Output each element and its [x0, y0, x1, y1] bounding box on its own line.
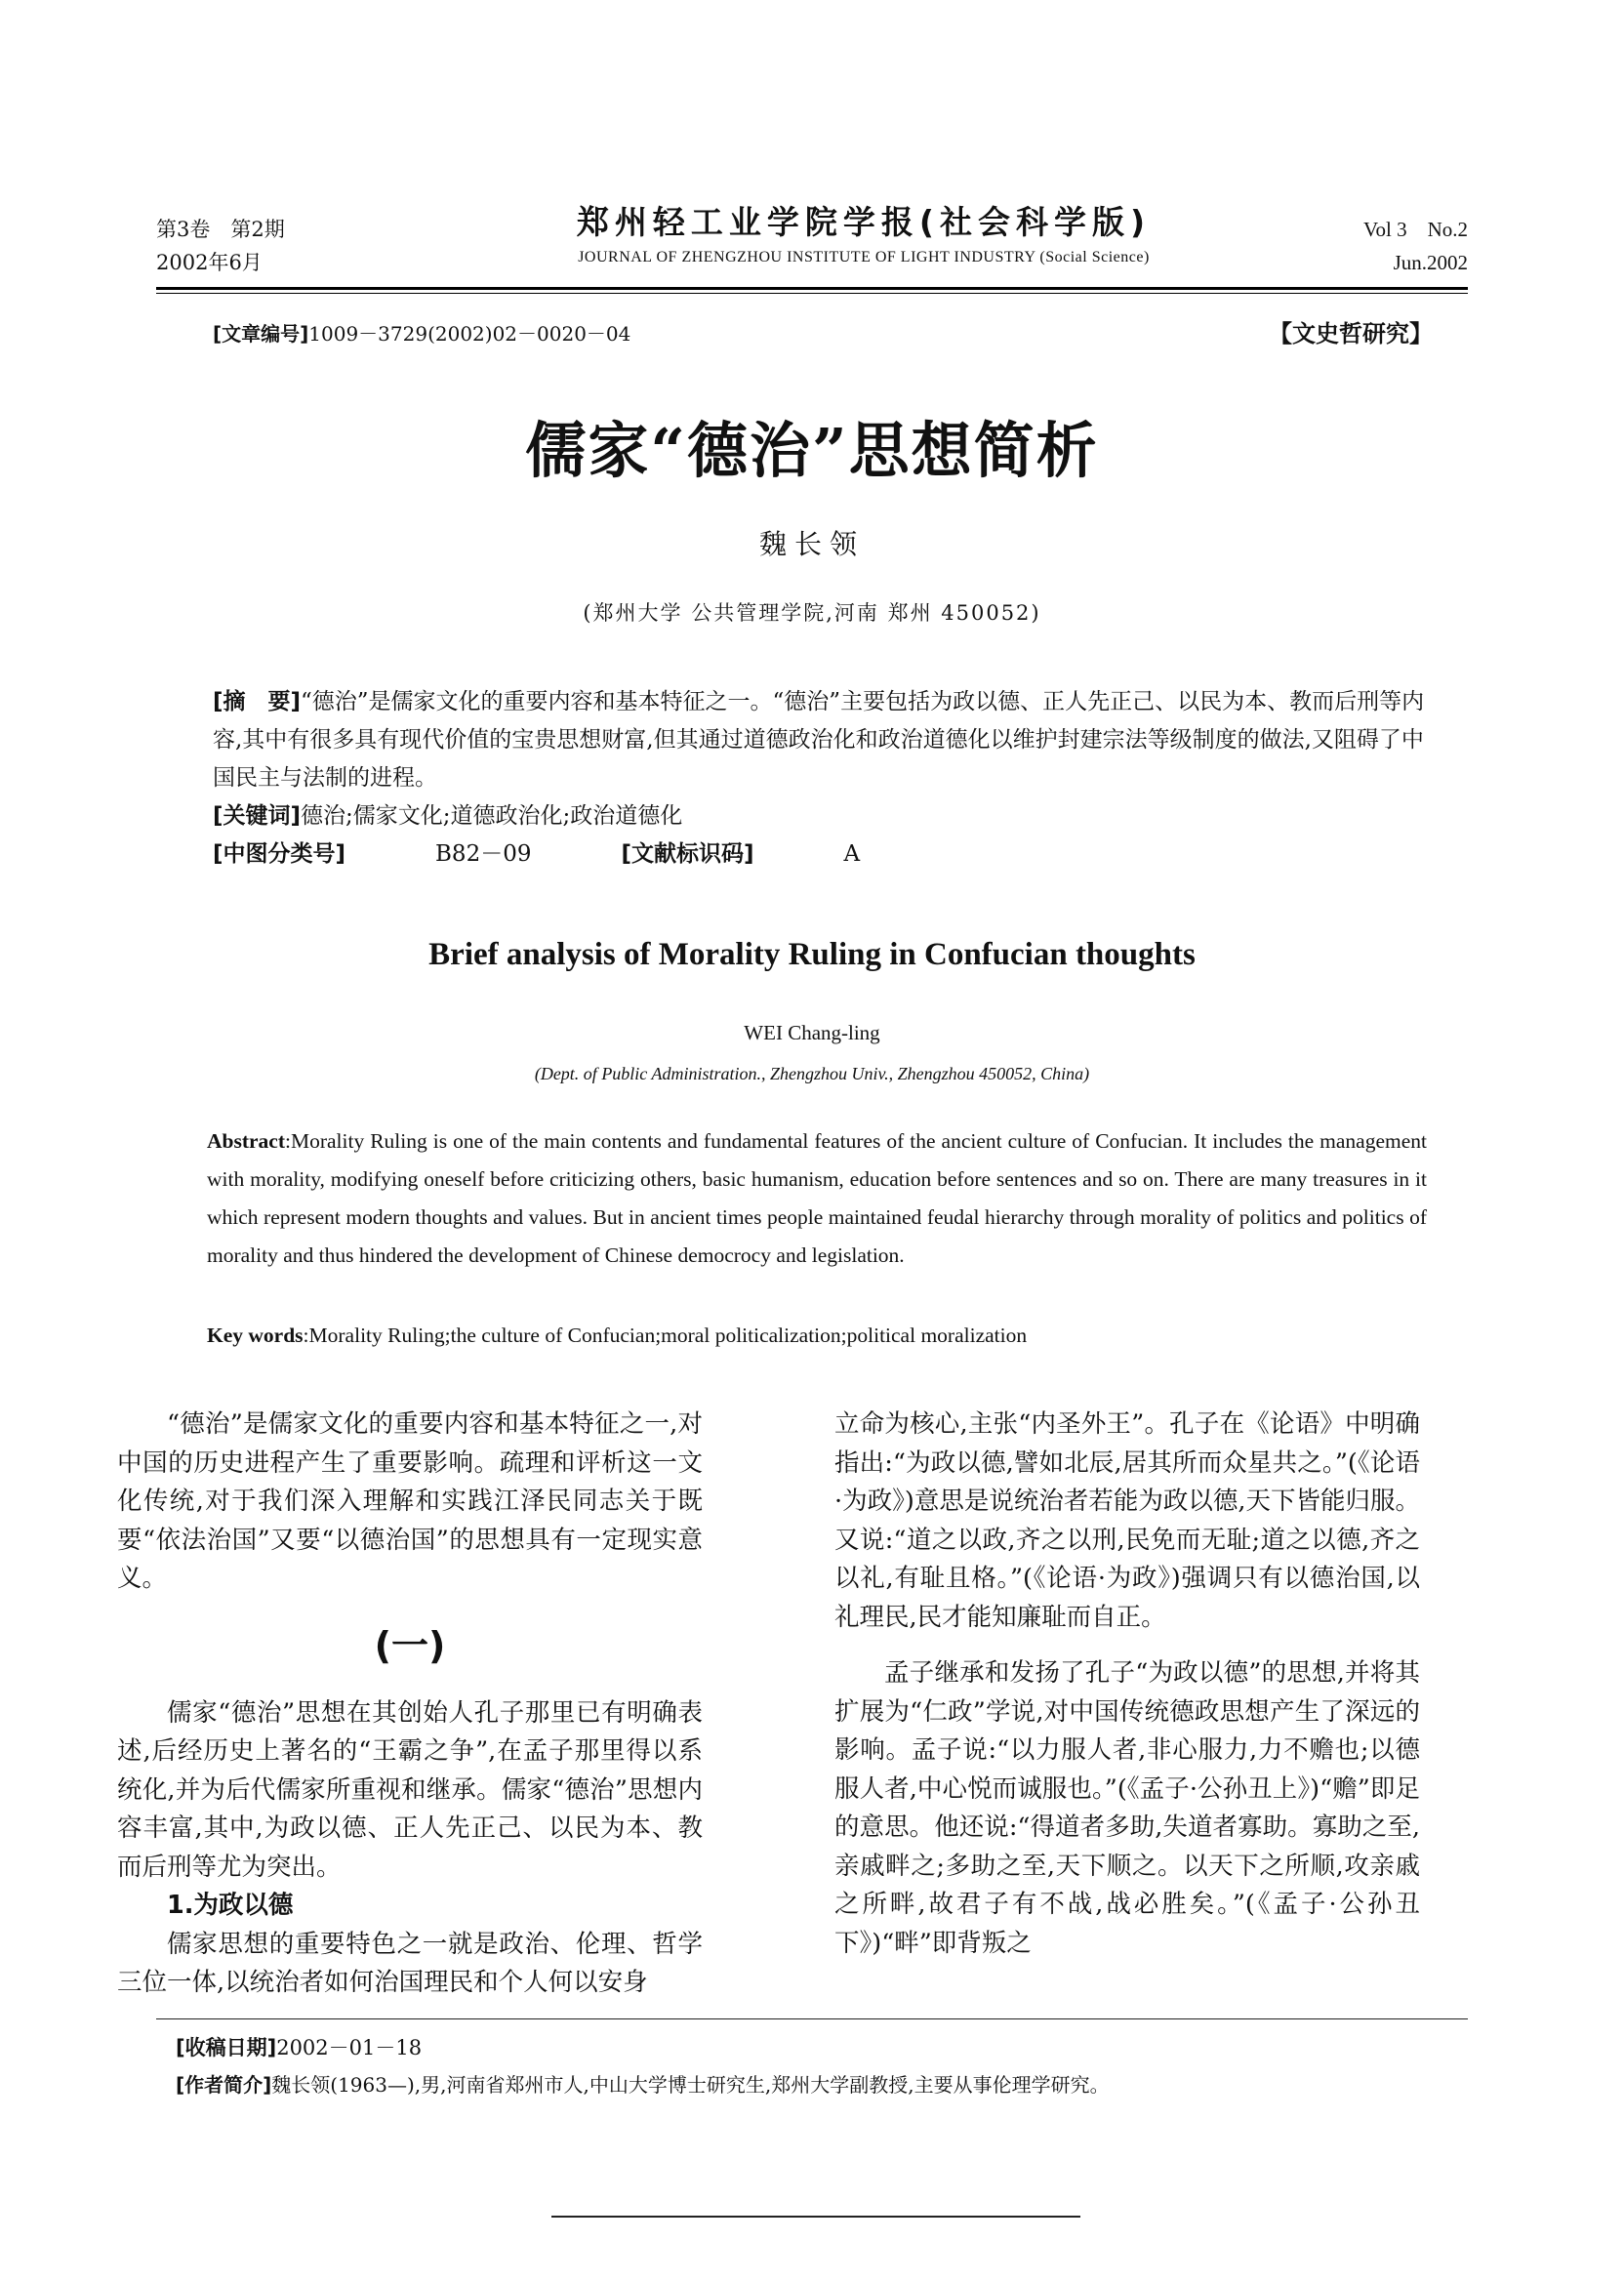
received-date: 2002－01－18	[276, 2036, 423, 2059]
body-paragraph: 孟子继承和发扬了孔子“为政以德”的思想,并将其扩展为“仁政”学说,对中国传统德政思想产生了深远的影响。孟子说:“以力服人者,非心服力,力不赡也;以德服人者,中心悦而诚服也。”(《孟子·公孙丑上》)“赡”即足的意思。他还说:“得道者多助,失道者寡助。寡助之至,亲戚畔之;多助之至,天下顺之。以天下之所顺,攻亲戚之所畔,故君子有不战,战必胜矣。”(《孟子·公孙丑下》)“畔”即背叛之	[834, 1658, 1420, 1958]
subsection-heading: 1.为政以德	[167, 1891, 294, 1920]
article-title: 儒家“德治”思想简析	[525, 415, 1099, 486]
issue-info	[156, 213, 285, 279]
keywords-cn-text: 德治;儒家文化;道德政治化;政治道德化	[301, 803, 683, 829]
header-rule-thick	[156, 287, 1468, 290]
body-paragraph: “德治”是儒家文化的重要内容和基本特征之一,对中国的历史进程产生了重要影响。疏理和评析这一文化传统,对于我们深入理解和实践江泽民同志关于既要“依法治国”又要“以德治国”的思想具有一定现实意义。	[117, 1409, 703, 1593]
clc-value: B82－09	[435, 841, 532, 867]
footnote-author-bio	[176, 2069, 1110, 2098]
author-bio-text: 魏长领(1963—),男,河南省郑州市人,中山大学博士研究生,郑州大学副教授,主要从事伦理学研究。	[271, 2073, 1110, 2097]
volume-issue-en: Vol 3 No.2	[1363, 218, 1468, 241]
abstract-cn	[213, 683, 1433, 874]
classification-line	[213, 835, 1433, 874]
journal-title-block	[444, 200, 1283, 270]
body-column-left	[117, 1406, 703, 2003]
section-tag: 【文史哲研究】	[1269, 320, 1433, 347]
clc-group	[213, 841, 531, 867]
abstract-en-label: Abstract	[207, 1129, 286, 1153]
body-paragraph: 儒家“德治”思想在其创始人孔子那里已有明确表述,后经历史上著名的“王霸之争”,在孟子那里得以系统化,并为后代儒家所重视和继承。儒家“德治”思想内容丰富,其中,为政以德、正人先正己、以民为本、教而后刑等尤为突出。	[117, 1697, 703, 1882]
keywords-en-label: Key words	[207, 1324, 304, 1347]
doc-code-group	[621, 841, 860, 867]
volume-issue: 第3卷 第2期	[156, 218, 285, 241]
journal-title-en: JOURNAL OF ZHENGZHOU INSTITUTE OF LIGHT INDUSTRY (Social Science)	[578, 249, 1150, 265]
doc-code-value: A	[843, 841, 861, 867]
journal-title-cn: 郑州轻工业学院学报(社会科学版)	[576, 203, 1152, 241]
issue-date: 2002年6月	[156, 251, 263, 274]
keywords-cn-label: [关键词]	[213, 803, 302, 829]
article-number-label: [文章编号]	[213, 322, 309, 346]
abstract-en	[207, 1122, 1427, 1275]
footnote-received	[176, 2032, 422, 2061]
keywords-en	[207, 1318, 1427, 1353]
keywords-en-text: :Morality Ruling;the culture of Confucian;moral politicalization;political moralization	[303, 1324, 1028, 1347]
doc-code-label: [文献标识码]	[621, 841, 754, 867]
author-name: 魏长领	[758, 528, 865, 560]
body-paragraph: 儒家思想的重要特色之一就是政治、伦理、哲学三位一体,以统治者如何治国理民和个人何以安身	[117, 1929, 703, 1997]
received-label: [收稿日期]	[176, 2036, 277, 2059]
article-number	[213, 318, 630, 346]
abstract-en-text: :Morality Ruling is one of the main contents and fundamental features of the ancient culture of Confucian. It includes the management with morality, modifying oneself before criticizing others, basic humanism, education before sentences and so on. There are many treasures in it which represent modern thoughts and values. But in ancient times people maintained feudal hierarchy through morality of politics and politics of morality and thus hindered the development of Chinese democrocy and legislation.	[207, 1129, 1427, 1267]
abstract-cn-label: [摘 要]	[213, 689, 302, 714]
body-column-right	[834, 1406, 1420, 1963]
issue-date-en: Jun.2002	[1393, 251, 1468, 274]
footnote-rule	[156, 2018, 1468, 2019]
body-paragraph: 立命为核心,主张“内圣外王”。孔子在《论语》中明确指出:“为政以德,譬如北辰,居其所而众星共之。”(《论语·为政》)意思是说统治者若能为政以德,天下皆能归服。又说:“道之以政,齐之以刑,民免而无耻;道之以德,齐之以礼,有耻且格。”(《论语·为政》)强调只有以德治国,以礼理民,民才能知廉耻而自正。	[834, 1409, 1420, 1632]
clc-label: [中图分类号]	[213, 841, 346, 867]
page-bottom-rule	[551, 2216, 1080, 2218]
abstract-cn-paragraph	[213, 683, 1433, 797]
section-heading: (一)	[374, 1623, 446, 1667]
keywords-cn	[213, 797, 1433, 835]
issue-info-en	[1363, 213, 1468, 279]
author-affiliation-en: (Dept. of Public Administration., Zhengzhou Univ., Zhengzhou 450052, China)	[534, 1064, 1090, 1083]
article-number-value: 1009－3729(2002)02－0020－04	[308, 322, 631, 346]
abstract-cn-text: “德治”是儒家文化的重要内容和基本特征之一。“德治”主要包括为政以德、正人先正己、以民为本、教而后刑等内容,其中有很多具有现代价值的宝贵思想财富,但其通过道德政治化和政治道德化以维护封建宗法等级制度的做法,又阻碍了中国民主与法制的进程。	[213, 689, 1425, 791]
author-bio-label: [作者简介]	[176, 2073, 272, 2097]
author-affiliation: (郑州大学 公共管理学院,河南 郑州 450052)	[583, 601, 1041, 625]
author-name-en: WEI Chang-ling	[744, 1021, 880, 1044]
article-title-en: Brief analysis of Morality Ruling in Confucian thoughts	[428, 937, 1196, 972]
header-rule-thin	[156, 293, 1468, 294]
